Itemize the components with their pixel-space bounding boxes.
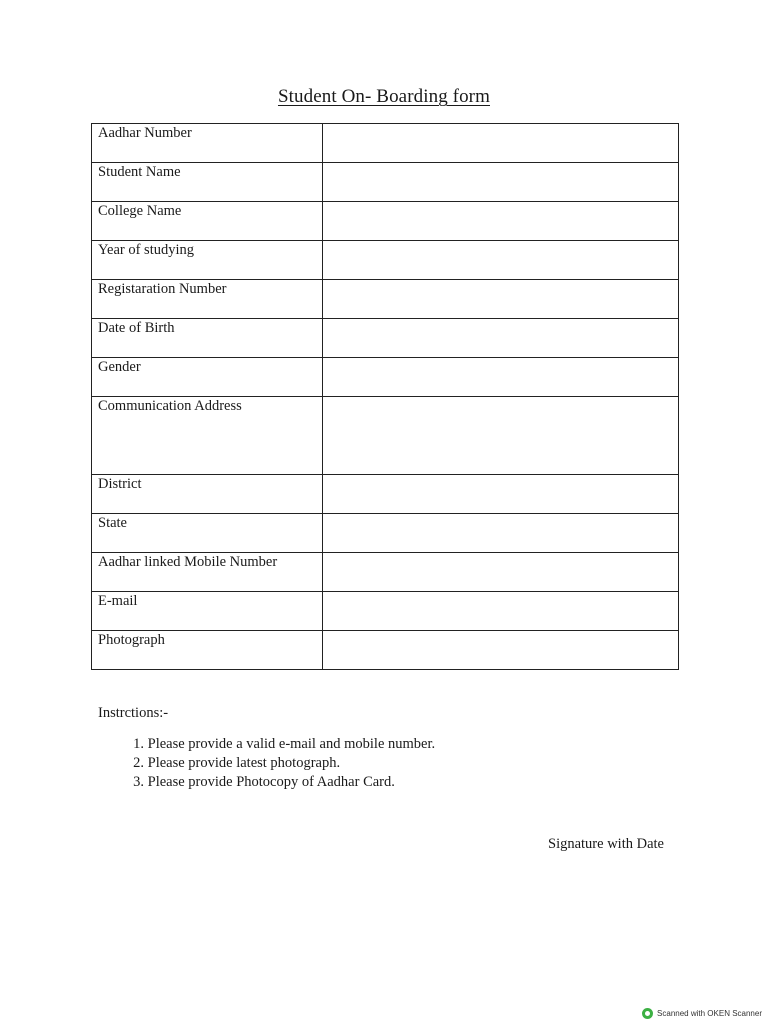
form-row-communication-address [92,397,679,475]
field-label: District [92,475,323,514]
field-label: Aadhar linked Mobile Number [92,553,323,592]
instruction-number: 1. [133,736,144,752]
field-label: Communication Address [92,397,323,475]
instruction-text: Please provide a valid e-mail and mobile number. [147,736,436,752]
instruction-item [98,754,435,773]
form-row-district [92,475,679,514]
form-row-email [92,592,679,631]
date-of-birth-field[interactable] [323,319,679,358]
form-row-college-name [92,202,679,241]
district-field[interactable] [323,475,679,514]
instruction-number: 3. [133,774,144,790]
field-label: State [92,514,323,553]
aadhar-number-field[interactable] [323,124,679,163]
form-row-state [92,514,679,553]
form-row-aadhar-number [92,124,679,163]
field-label: Year of studying [92,241,323,280]
communication-address-field[interactable] [323,397,679,475]
form-row-year-of-studying [92,241,679,280]
email-field[interactable] [323,592,679,631]
field-label: Registaration Number [92,280,323,319]
field-label: Photograph [92,631,323,670]
gender-field[interactable] [323,358,679,397]
field-label: College Name [92,202,323,241]
form-row-gender [92,358,679,397]
scanner-logo-icon [642,1008,653,1019]
field-label: Date of Birth [92,319,323,358]
college-name-field[interactable] [323,202,679,241]
scanner-watermark [642,1006,762,1020]
instruction-text: Please provide Photocopy of Aadhar Card. [147,774,395,790]
scanner-watermark-text: Scanned with OKEN Scanner [657,1008,762,1018]
form-row-student-name [92,163,679,202]
state-field[interactable] [323,514,679,553]
field-label: Gender [92,358,323,397]
field-label: E-mail [92,592,323,631]
mobile-number-field[interactable] [323,553,679,592]
photograph-field[interactable] [323,631,679,670]
instruction-item [98,773,435,792]
year-of-studying-field[interactable] [323,241,679,280]
signature-label: Signature with Date [548,836,664,852]
form-row-mobile-number [92,553,679,592]
instruction-number: 2. [133,755,144,771]
onboarding-form-table [91,123,679,670]
instruction-item [98,735,435,754]
instructions-list [98,735,435,792]
registration-number-field[interactable] [323,280,679,319]
form-row-date-of-birth [92,319,679,358]
form-title: Student On- Boarding form [277,86,490,107]
form-row-registration-number [92,280,679,319]
instruction-text: Please provide latest photograph. [147,755,341,771]
field-label: Aadhar Number [92,124,323,163]
form-row-photograph [92,631,679,670]
instructions-heading: Instrctions:- [98,705,169,721]
student-name-field[interactable] [323,163,679,202]
field-label: Student Name [92,163,323,202]
